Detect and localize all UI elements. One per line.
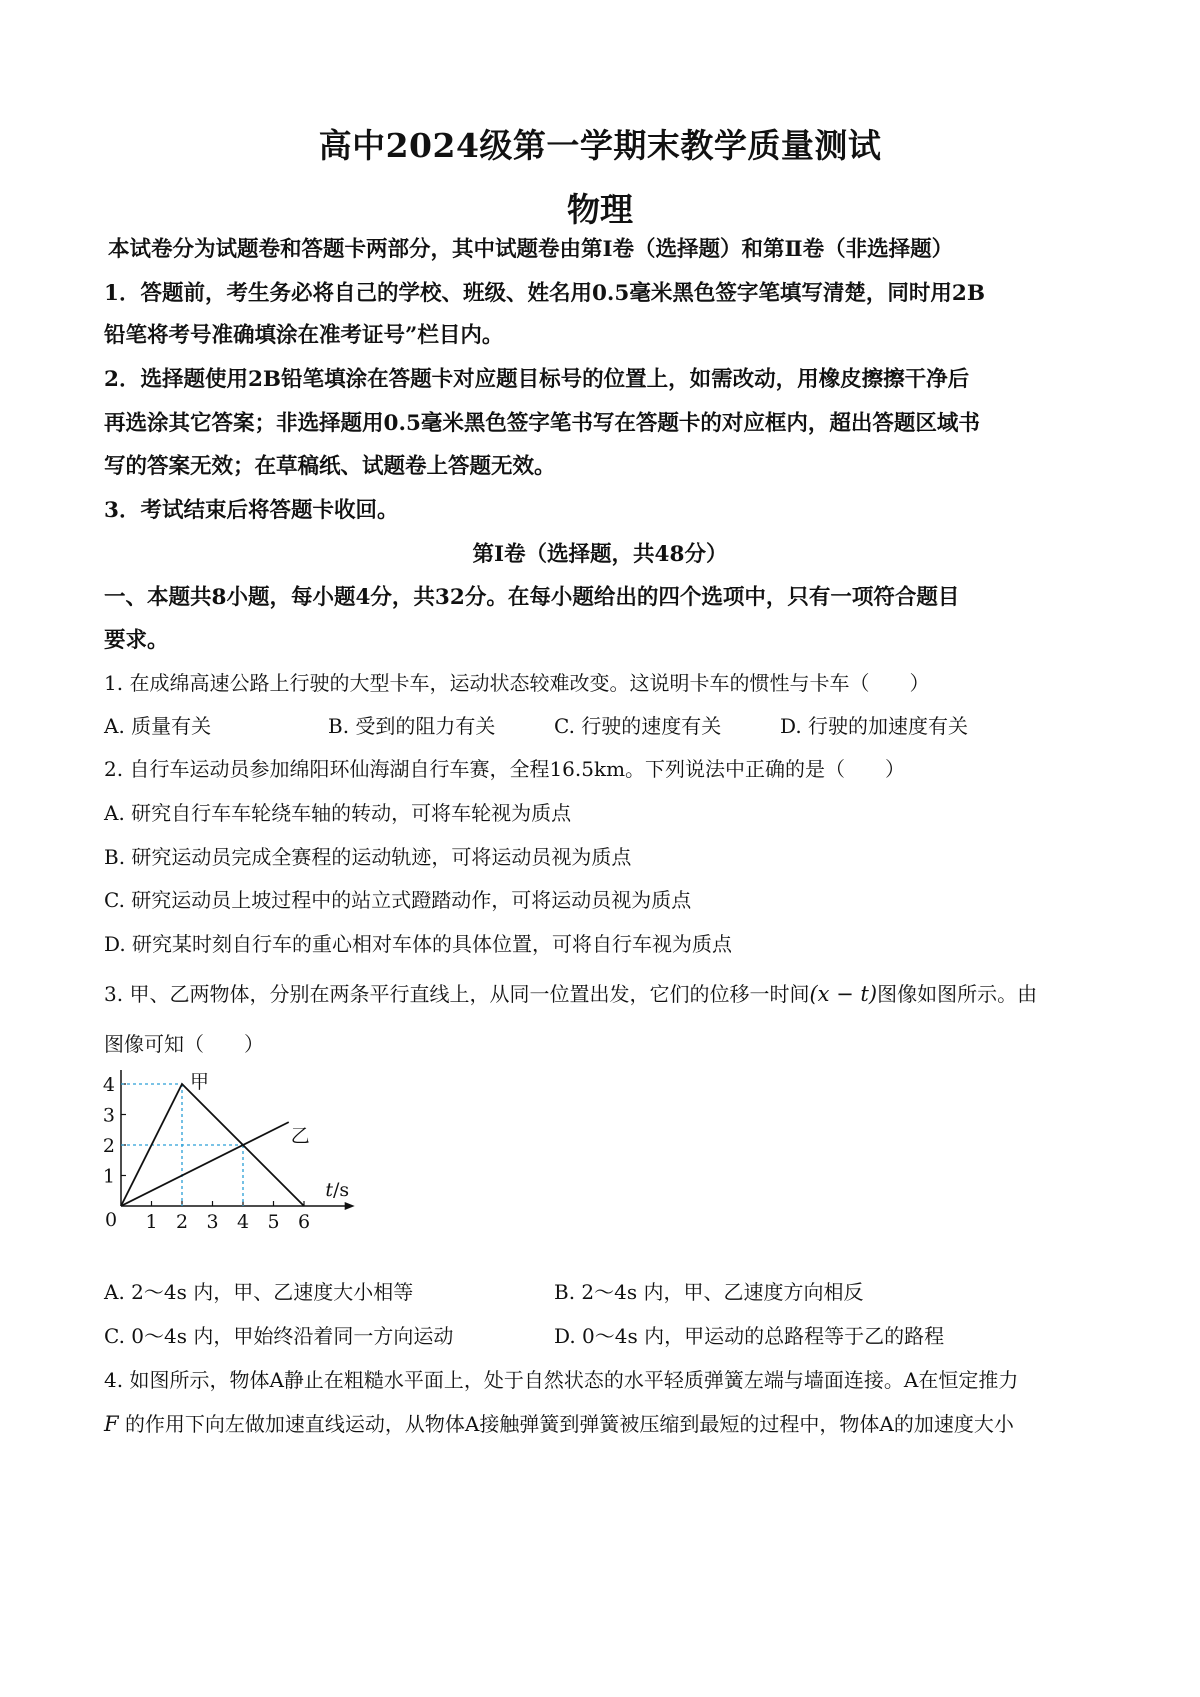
question-3-stem-part-a: 3. 甲、乙两物体，分别在两条平行直线上，从同一位置出发，它们的位移一时间 — [104, 982, 810, 1006]
question-1-stem: 1. 在成绵高速公路上行驶的大型卡车，运动状态较难改变。这说明卡车的惯性与卡车（ ） — [104, 671, 930, 695]
question-3-stem-line1 — [104, 978, 1037, 1007]
question-2-option-d[interactable]: D. 研究某时刻自行车的重心相对车体的具体位置，可将自行车视为质点 — [104, 932, 733, 956]
x-tick-label: 5 — [267, 1211, 280, 1230]
question-3-option-c[interactable]: C. 0～4s 内，甲始终沿着同一方向运动 — [104, 1324, 454, 1348]
series-label-jia: 甲 — [190, 1071, 210, 1093]
question-2-stem: 2. 自行车运动员参加绵阳环仙海湖自行车赛，全程16.5km。下列说法中正确的是（ ） — [104, 757, 906, 781]
x-tick-label: 6 — [297, 1211, 311, 1230]
x-axis-unit: /s — [332, 1179, 350, 1201]
section-desc-line2: 要求。 — [104, 628, 169, 653]
y-tick-label: 2 — [102, 1135, 115, 1157]
x-tick-label: 4 — [236, 1211, 250, 1230]
y-tick-label: 4 — [102, 1074, 115, 1096]
position-time-graph — [100, 1070, 380, 1230]
x-axis-arrow — [345, 1202, 355, 1210]
series-label-yi: 乙 — [290, 1125, 310, 1148]
question-3-stem-expression: (x − t) — [809, 982, 878, 1006]
question-4-force-variable: F — [104, 1412, 119, 1436]
question-4-stem-line2 — [104, 1408, 1014, 1437]
instructions-intro: 本试卷分为试题卷和答题卡两部分，其中试题卷由第Ⅰ卷（选择题）和第Ⅱ卷（非选择题） — [108, 237, 954, 262]
section-heading: 第Ⅰ卷（选择题，共48分） — [472, 542, 728, 567]
question-2-option-a[interactable]: A. 研究自行车车轮绕车轴的转动，可将车轮视为质点 — [104, 801, 572, 825]
question-3-option-b[interactable]: B. 2～4s 内，甲、乙速度方向相反 — [554, 1280, 864, 1304]
question-3-stem-part-b: 图像如图所示。由 — [877, 982, 1038, 1006]
subject-title: 物理 — [567, 190, 633, 229]
instruction-3: 3．考试结束后将答题卡收回。 — [104, 498, 399, 523]
origin-label: 0 — [104, 1209, 118, 1230]
y-tick-label: 3 — [102, 1104, 115, 1127]
y-tick-label: 1 — [102, 1165, 115, 1188]
x-tick-label: 2 — [175, 1211, 189, 1230]
question-1-option-a[interactable]: A. 质量有关 — [104, 714, 212, 738]
x-tick-label: 3 — [206, 1211, 219, 1230]
exam-title: 高中2024级第一学期末教学质量测试 — [318, 126, 882, 165]
question-3-option-d[interactable]: D. 0～4s 内，甲运动的总路程等于乙的路程 — [554, 1324, 945, 1348]
question-4-stem-line1: 4. 如图所示，物体A静止在粗糙水平面上，处于自然状态的水平轻质弹簧左端与墙面连接。A在恒定推力 — [104, 1368, 1019, 1392]
x-axis-title — [325, 1179, 349, 1201]
instruction-2-line1: 2．选择题使用2B铅笔填涂在答题卡对应题目标号的位置上，如需改动，用橡皮擦擦干净后 — [104, 367, 970, 392]
question-1-option-c[interactable]: C. 行驶的速度有关 — [554, 714, 722, 738]
series-line-yi — [121, 1122, 289, 1206]
question-3-option-a[interactable]: A. 2～4s 内，甲、乙速度大小相等 — [104, 1280, 414, 1304]
x-tick-label: 1 — [145, 1211, 158, 1230]
instruction-1-line2: 铅笔将考号准确填涂在准考证号”栏目内。 — [104, 323, 504, 348]
question-3-stem-line2: 图像可知（ ） — [104, 1032, 264, 1056]
x-axis-variable: t — [325, 1179, 333, 1201]
instruction-2-line2: 再选涂其它答案；非选择题用0.5毫米黑色签字笔书写在答题卡的对应框内，超出答题区域书 — [104, 411, 980, 436]
question-1-option-d[interactable]: D. 行驶的加速度有关 — [780, 714, 969, 738]
instruction-2-line3: 写的答案无效；在草稿纸、试题卷上答题无效。 — [104, 454, 556, 479]
question-1-option-b[interactable]: B. 受到的阻力有关 — [328, 714, 496, 738]
question-2-option-b[interactable]: B. 研究运动员完成全赛程的运动轨迹，可将运动员视为质点 — [104, 845, 632, 869]
question-2-option-c[interactable]: C. 研究运动员上坡过程中的站立式蹬踏动作，可将运动员视为质点 — [104, 888, 692, 912]
instruction-1-line1: 1．答题前，考生务必将自己的学校、班级、姓名用0.5毫米黑色签字笔填写清楚，同时用2B — [104, 281, 985, 306]
section-desc-line1: 一、本题共8小题，每小题4分，共32分。在每小题给出的四个选项中，只有一项符合题目 — [104, 585, 960, 610]
question-4-stem-line2-text: 的作用下向左做加速直线运动，从物体A接触弹簧到弹簧被压缩到最短的过程中，物体A的加速度大小 — [124, 1412, 1014, 1436]
